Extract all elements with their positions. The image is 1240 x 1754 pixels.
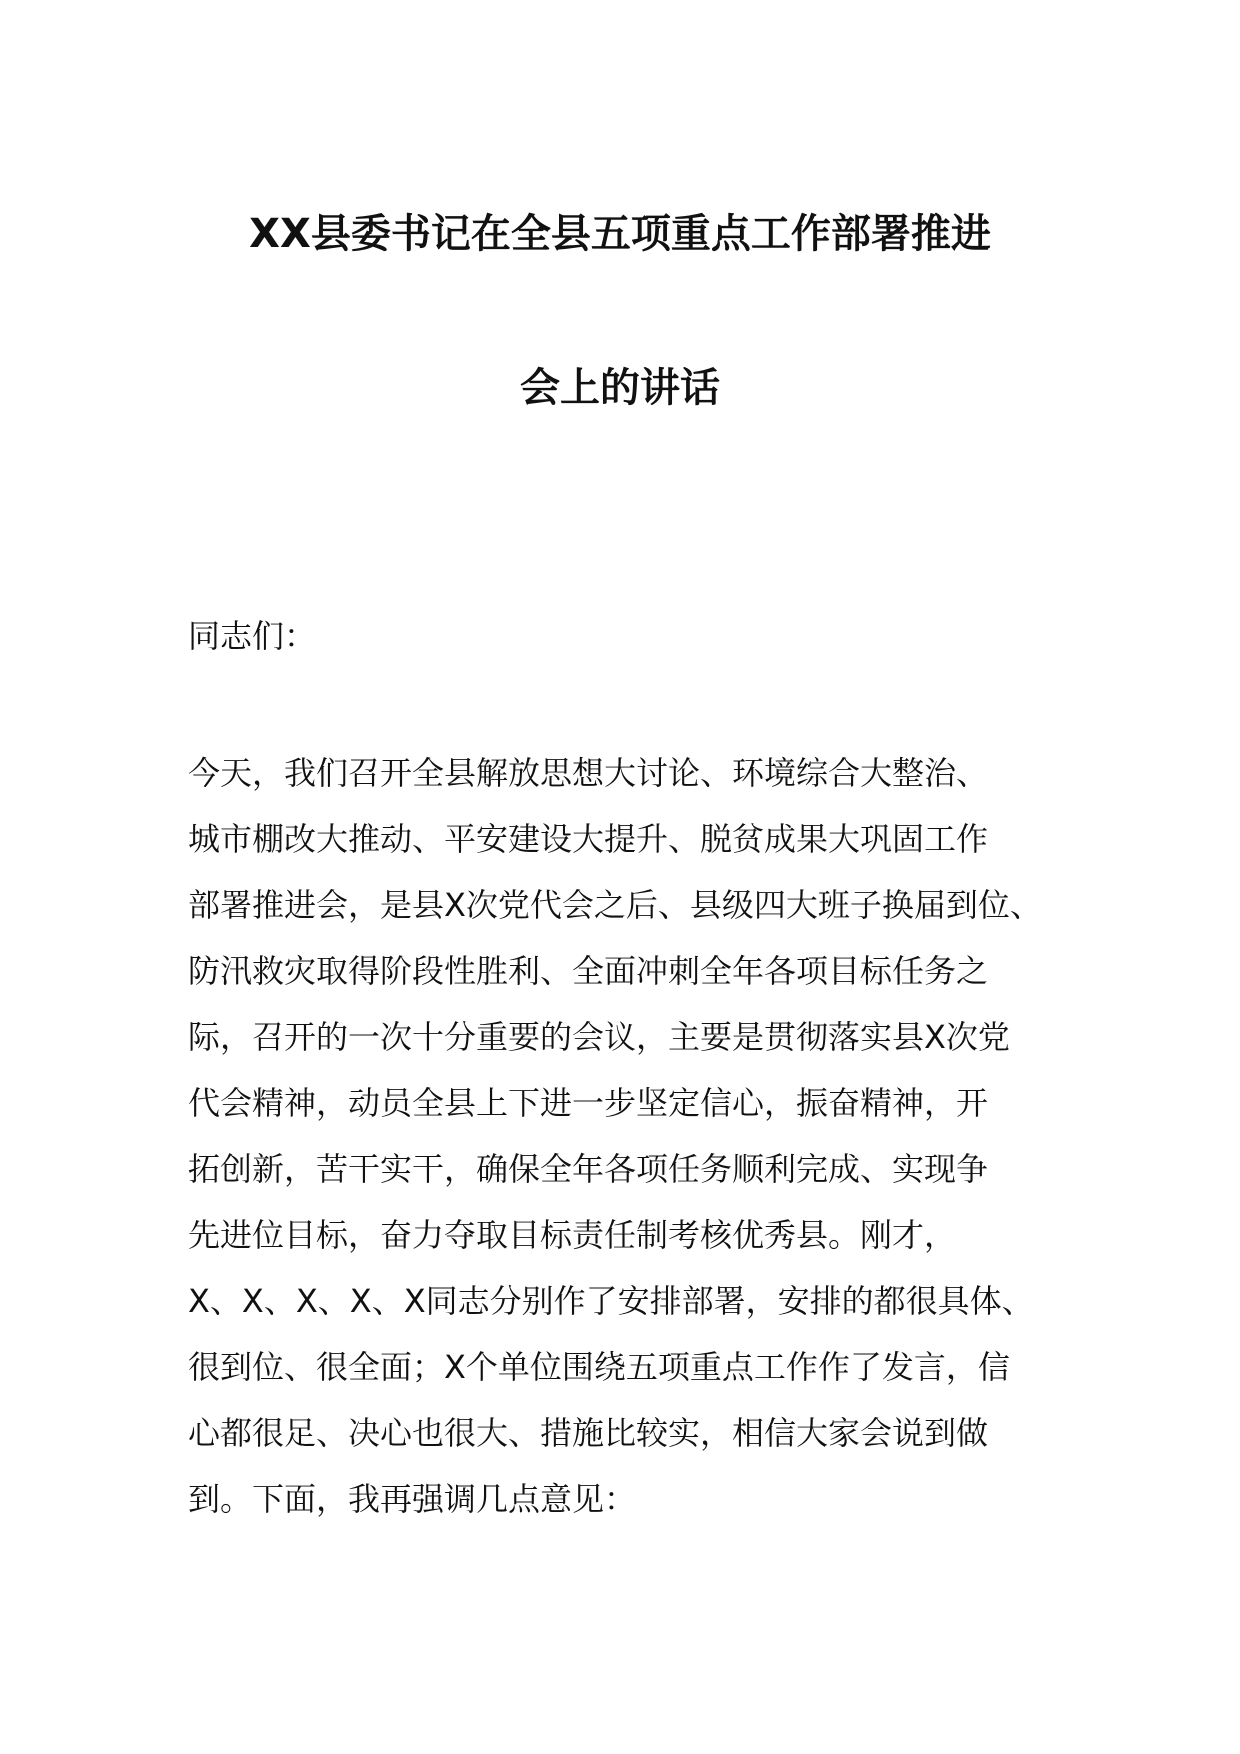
document-title-line-2: 会上的讲话 [520, 365, 720, 411]
body-line: 防汛救灾取得阶段性胜利、全面冲刺全年各项目标任务之 [188, 952, 989, 990]
salutation: 同志们： [188, 617, 317, 655]
body-line: 到。下面，我再强调几点意见： [188, 1480, 637, 1518]
body-line: 拓创新，苦干实干，确保全年各项任务顺利完成、实现争 [188, 1150, 989, 1188]
body-line: 部署推进会，是县X次党代会之后、县级四大班子换届到位、 [188, 886, 1042, 924]
body-line: 先进位目标，奋力夺取目标责任制考核优秀县。刚才， [188, 1216, 957, 1254]
body-line: 城市棚改大推动、平安建设大提升、脱贫成果大巩固工作 [188, 820, 989, 858]
body-line: X、X、X、X、X同志分别作了安排部署，安排的都很具体、 [188, 1282, 1034, 1320]
document-title-line-1: XX县委书记在全县五项重点工作部署推进 [249, 211, 991, 257]
body-line: 今天，我们召开全县解放思想大讨论、环境综合大整治、 [188, 754, 989, 792]
body-paragraph [188, 740, 1088, 1532]
body-line: 很到位、很全面；X个单位围绕五项重点工作作了发言，信 [188, 1348, 1010, 1386]
body-line: 心都很足、决心也很大、措施比较实，相信大家会说到做 [188, 1414, 989, 1452]
body-line: 代会精神，动员全县上下进一步坚定信心，振奋精神，开 [188, 1084, 989, 1122]
body-line: 际，召开的一次十分重要的会议，主要是贯彻落实县X次党 [188, 1018, 1010, 1056]
